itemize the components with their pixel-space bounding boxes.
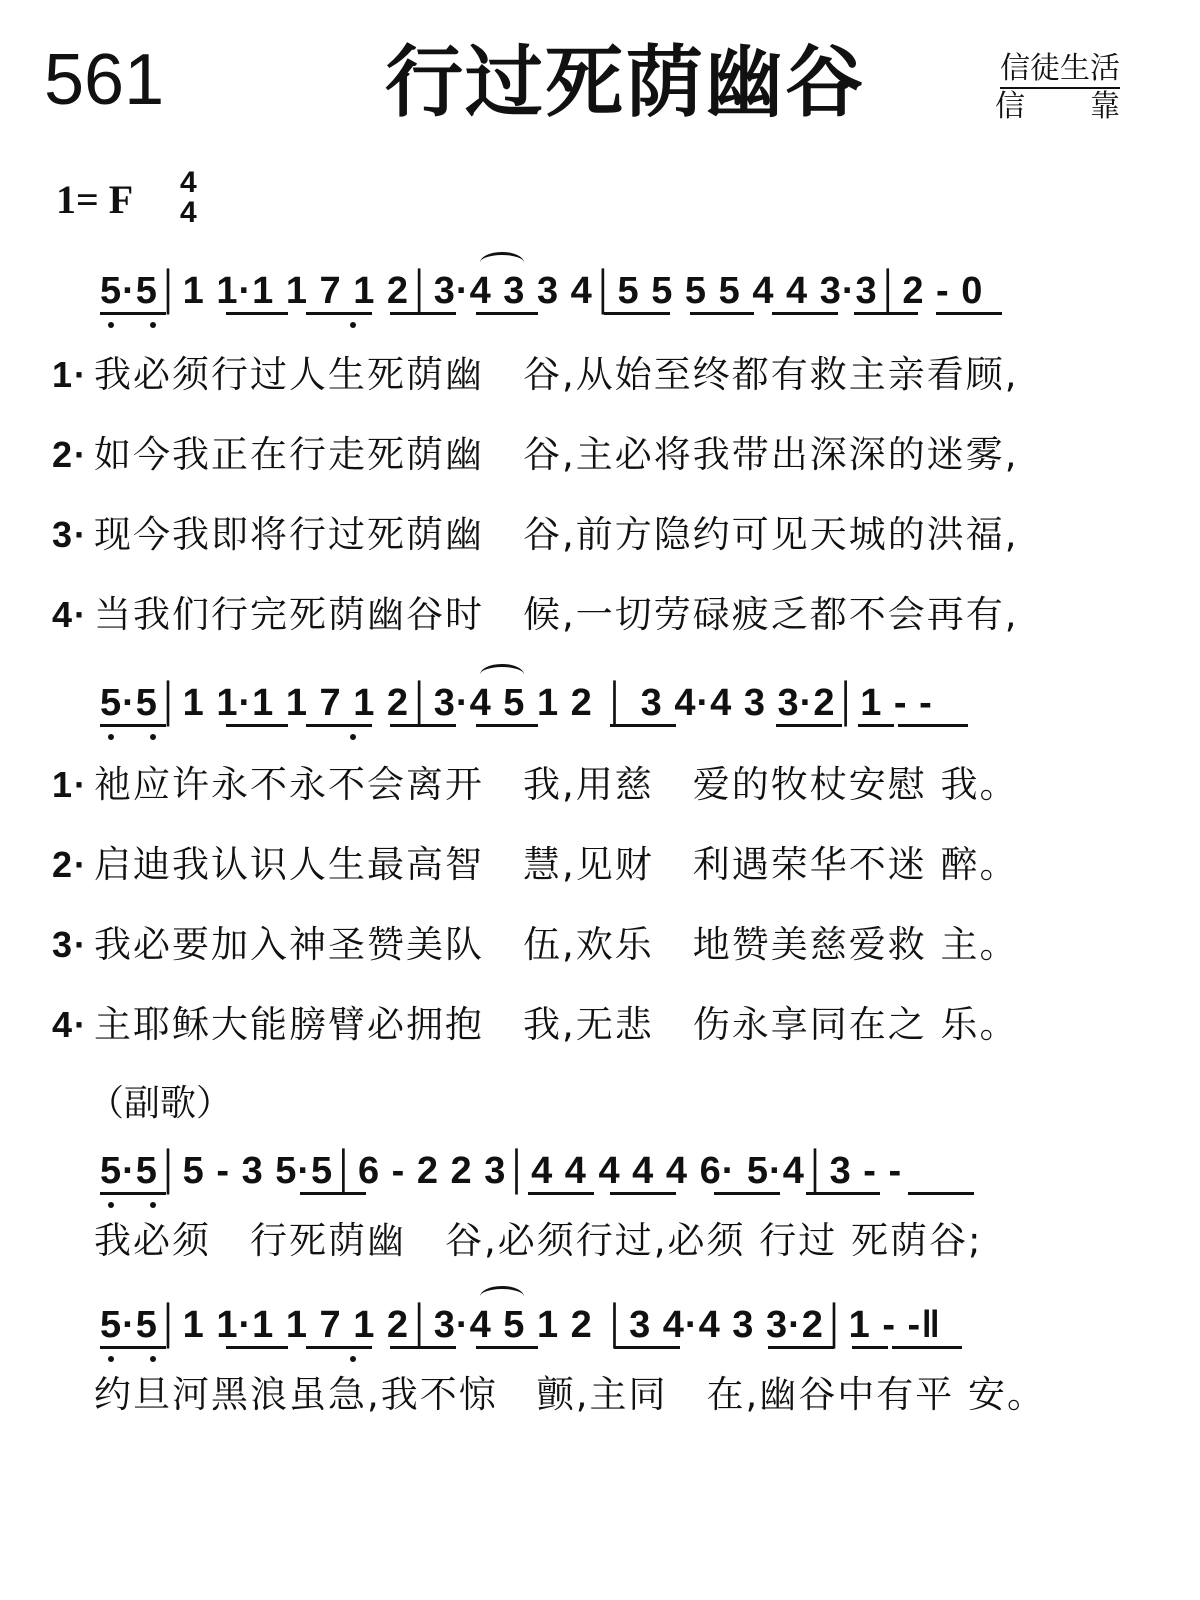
time-signature [180, 168, 197, 228]
notation-stave-4: 5·5│1 1·1 1 7 1 2│3·4 5 1 2 │3 4·4 3 3·2│1 - -‖ [100, 1304, 942, 1346]
subcategory-char-2: 靠 [1090, 89, 1120, 124]
verse-number: 4· [52, 1004, 89, 1045]
octave-dot [150, 1356, 156, 1362]
verse-number: 2· [52, 844, 89, 885]
octave-dot [108, 1356, 114, 1362]
time-denominator: 4 [180, 196, 197, 229]
beam-mark [100, 1192, 166, 1195]
beam-mark [100, 312, 166, 315]
subcategory-label [995, 90, 1120, 123]
verse-line [52, 353, 1019, 396]
verse-line [52, 593, 1019, 636]
verse-line [52, 433, 1019, 476]
beam-mark [100, 1346, 166, 1349]
verse-text: 启迪我认识人生最高智 慧,见财 利遇荣华不迷 醉。 [94, 843, 1019, 886]
beam-mark [714, 1192, 780, 1195]
beam-mark [306, 724, 372, 727]
beam-mark [610, 724, 676, 727]
beam-mark [306, 312, 372, 315]
beam-mark [776, 724, 842, 727]
refrain-lyrics-line-1: 我必须 行死荫幽 谷,必须行过,必须 行过 死荫谷; [94, 1219, 983, 1262]
beam-mark [858, 724, 894, 727]
octave-dot [150, 1202, 156, 1208]
beam-mark [936, 312, 1002, 315]
verse-number: 1· [52, 764, 89, 805]
beam-mark [898, 724, 968, 727]
verse-line [52, 843, 1019, 886]
verse-text: 当我们行完死荫幽谷时 候,一切劳碌疲乏都不会再有, [94, 593, 1019, 636]
beam-mark [476, 312, 538, 315]
beam-mark [300, 1192, 366, 1195]
verse-number: 3· [52, 924, 89, 965]
verse-text: 主耶稣大能膀臂必拥抱 我,无悲 伤永享同在之 乐。 [94, 1003, 1019, 1046]
beam-mark [476, 724, 538, 727]
category-label: 信徒生活 [1000, 52, 1120, 89]
tie-mark [480, 1286, 524, 1307]
octave-dot [108, 1202, 114, 1208]
subcategory-char-1: 信 [995, 89, 1025, 124]
beam-mark [772, 312, 838, 315]
verse-text: 如今我正在行走死荫幽 谷,主必将我带出深深的迷雾, [94, 433, 1019, 476]
beam-mark [528, 1192, 594, 1195]
octave-dot [150, 734, 156, 740]
hymn-title: 行过死荫幽谷 [384, 38, 865, 128]
beam-mark [306, 1346, 372, 1349]
beam-mark [908, 1192, 974, 1195]
notation-stave-3: 5·5│5 - 3 5·5│6 - 2 2 3│4 4 4 4 4 6· 5·4│3 - - [100, 1150, 903, 1192]
verse-text: 现今我即将行过死荫幽 谷,前方隐约可见天城的洪福, [94, 513, 1019, 556]
notation-stave-1: 5·5│1 1·1 1 7 1 2│3·4 3 3 4│5 5 5 5 4 4 3·3│2 - 0 [100, 270, 984, 312]
octave-dot [150, 322, 156, 328]
tie-mark [480, 664, 524, 685]
octave-dot [108, 322, 114, 328]
refrain-label: （副歌） [88, 1083, 233, 1124]
beam-mark [390, 1346, 456, 1349]
time-numerator: 4 [180, 166, 197, 199]
beam-mark [476, 1346, 538, 1349]
octave-dot [108, 734, 114, 740]
beam-mark [604, 312, 670, 315]
verse-text: 祂应许永不永不会离开 我,用慈 爱的牧杖安慰 我。 [94, 763, 1019, 806]
verse-text: 我必要加入神圣赞美队 伍,欢乐 地赞美慈爱救 主。 [94, 923, 1019, 966]
key-signature: 1= F [56, 177, 134, 222]
beam-mark [226, 312, 288, 315]
beam-mark [806, 1192, 880, 1195]
tie-mark [480, 252, 524, 273]
beam-mark [390, 312, 456, 315]
refrain-lyrics-line-2: 约旦河黑浪虽急,我不惊 颤,主同 在,幽谷中有平 安。 [94, 1373, 1047, 1416]
notation-stave-2: 5·5│1 1·1 1 7 1 2│3·4 5 1 2 │ 3 4·4 3 3·2│1 - - [100, 682, 933, 724]
verse-line [52, 1003, 1019, 1046]
beam-mark [614, 1346, 680, 1349]
beam-mark [226, 1346, 288, 1349]
beam-mark [768, 1346, 834, 1349]
beam-mark [610, 1192, 676, 1195]
verse-number: 3· [52, 514, 89, 555]
verse-line [52, 923, 1019, 966]
beam-mark [854, 312, 918, 315]
beam-mark [226, 724, 288, 727]
verse-number: 4· [52, 594, 89, 635]
beam-mark [690, 312, 754, 315]
octave-dot [350, 322, 356, 328]
verse-number: 2· [52, 434, 89, 475]
verse-number: 1· [52, 354, 89, 395]
verse-text: 我必须行过人生死荫幽 谷,从始至终都有救主亲看顾, [94, 353, 1019, 396]
verse-line [52, 763, 1019, 806]
beam-mark [892, 1346, 962, 1349]
octave-dot [350, 734, 356, 740]
beam-mark [390, 724, 456, 727]
octave-dot [350, 1356, 356, 1362]
verse-line [52, 513, 1019, 556]
beam-mark [852, 1346, 888, 1349]
beam-mark [100, 724, 166, 727]
hymn-number: 561 [44, 40, 165, 120]
